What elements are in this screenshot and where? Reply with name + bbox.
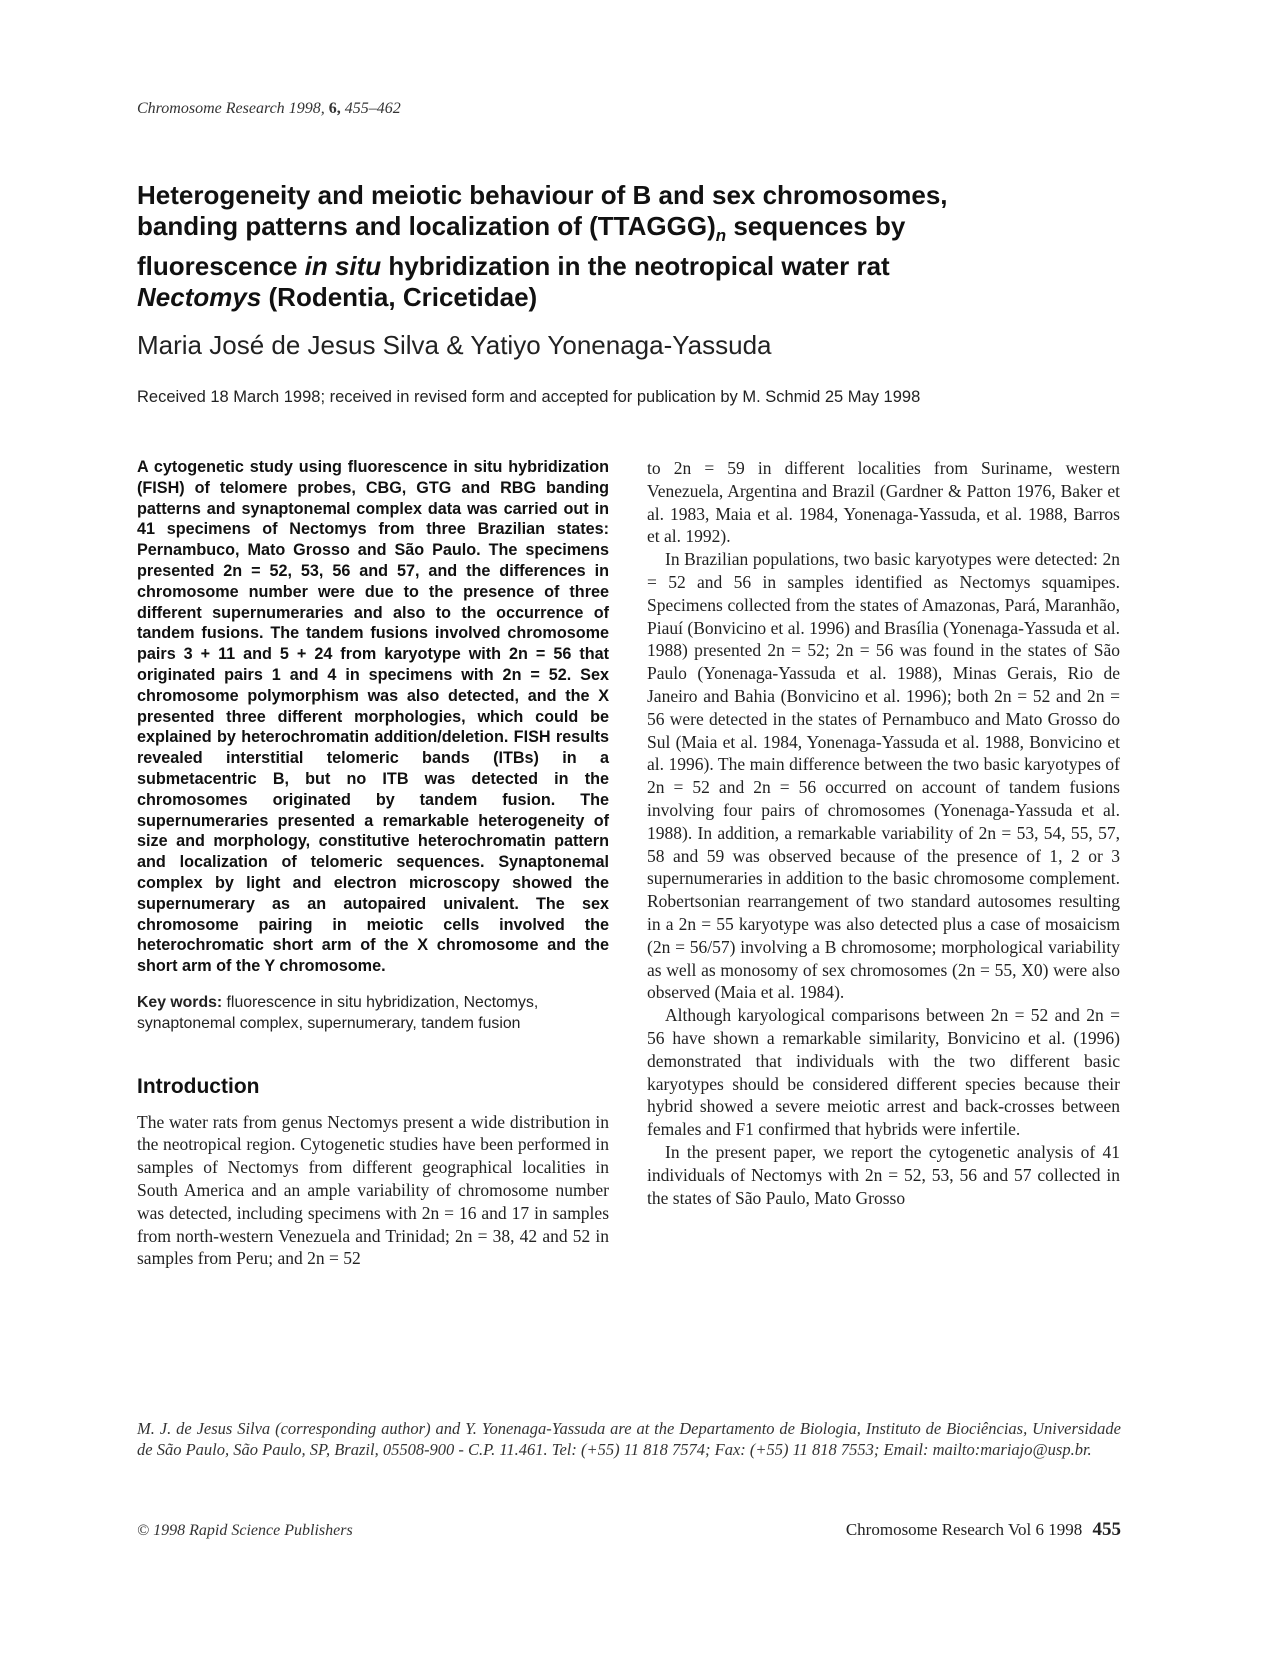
page-footer [846,1519,1121,1541]
received-dates: Received 18 March 1998; received in revised form and accepted for publication by M. Schmid 25 May 1998 [137,388,921,406]
keywords-label: Key words: [137,993,223,1011]
introduction-paragraph-4: In the present paper, we report the cytogenetic analysis of 41 individuals of Nectomys with 2n = 52, 53, 56 and 57 collected in the states of São Paulo, Mato Grosso [647,1141,1120,1208]
left-column [137,457,609,1270]
keywords-text: fluorescence in situ hybridization, Nectomys, synaptonemal complex, supernumerary, tandem fusion [137,993,539,1032]
abstract: A cytogenetic study using fluorescence in situ hybridization (FISH) of telomere probes, CBG, GTG and RBG banding patterns and synaptonemal complex data was carried out in 41 specimens of Nectomys from three Brazilian states: Pernambuco, Mato Grosso and São Paulo. The specimens presented 2n = 52, 53, 56 and 57, and the differences in chromosome number were due to the presence of three different supernumeraries and also to the occurrence of tandem fusions. The tandem fusions involved chromosome pairs 3 + 11 and 5 + 24 from karyotype with 2n = 56 that originated pairs 1 and 4 in specimens with 2n = 52. Sex chromosome polymorphism was also detected, and the X presented three different morphologies, which could be explained by heterochromatin addition/deletion. FISH results revealed interstitial telomeric bands (ITBs) in a submetacentric B, but no ITB was detected in the chromosomes originated by tandem fusion. The supernumeraries presented a remarkable heterogeneity of size and morphology, constitutive heterochromatin pattern and localization of telomeric sequences. Synaptonemal complex by light and electron microscopy showed the supernumerary as an autopaired univalent. The sex chromosome pairing in meiotic cells involved the heterochromatic short arm of the X chromosome and the short arm of the Y chromosome. [137,458,609,976]
article-title [137,180,1137,313]
author-affiliation-footnote: M. J. de Jesus Silva (corresponding author) and Y. Yonenaga-Yassuda are at the Departamento de Biologia, Instituto de Biociências, Universidade de São Paulo, São Paulo, SP, Brazil, 05508-900 - C.P. 11.461. Tel: (+55) 11 818 7574; Fax: (+55) 11 818 7553; Email: mailto:mariajo@usp.br. [137,1419,1121,1459]
journal-volume: 6, [328,100,341,117]
running-head [137,100,401,118]
page-number: 455 [1092,1519,1121,1540]
title-line-1: Heterogeneity and meiotic behaviour of B and sex chromosomes, [137,180,948,210]
right-column [647,457,1120,1209]
footer-journal-info: Chromosome Research Vol 6 1998 [845,1520,1083,1539]
keywords [137,993,609,1035]
title-line-3: fluorescence in situ hybridization in the neotropical water rat [137,251,890,282]
introduction-paragraph-2: In Brazilian populations, two basic karyotypes were detected: 2n = 52 and 56 in samples identified as Nectomys squamipes. Specimens collected from the states of Amazonas, Pará, Maranhão, Piauí (Bonvicino et al. 1996) and Brasília (Yonenaga-Yassuda et al. 1988) presented 2n = 52; 2n = 56 was found in the states of São Paulo (Yonenaga-Yassuda et al. 1988), Minas Gerais, Rio de Janeiro and Bahia (Bonvicino et al. 1996); both 2n = 52 and 2n = 56 were detected in the states of Pernambuco and Mato Grosso do Sul (Maia et al. 1984, Yonenaga-Yassuda et al. 1988, Bonvicino et al. 1996). The main difference between the two basic karyotypes of 2n = 52 and 2n = 56 occurred on account of tandem fusions involving four pairs of chromosomes (Yonenaga-Yassuda et al. 1988). In addition, a remarkable variability of 2n = 53, 54, 55, 57, 58 and 59 was observed because of the presence of 1, 2 or 3 supernumeraries in addition to the basic chromosome complement. Robertsonian rearrangement of two standard autosomes resulting in a 2n = 55 karyotype was also detected plus a case of mosaicism (2n = 56/57) involving a B chromosome; morphological variability as well as monosomy of sex chromosomes (2n = 55, X0) were also observed (Maia et al. 1984). [647,549,1120,1003]
introduction-heading: Introduction [137,1074,260,1098]
introduction-paragraph-3: Although karyological comparisons between 2n = 52 and 2n = 56 have shown a remarkable similarity, Bonvicino et al. (1996) demonstrated that individuals with the two different basic karyotypes should be considered different species because their hybrid showed a severe meiotic arrest and back-crosses between females and F1 confirmed that hybrids were infertile. [647,1005,1120,1140]
journal-pages: 455–462 [344,100,401,117]
authors: Maria José de Jesus Silva & Yatiyo Yonenaga-Yassuda [137,330,772,360]
title-line-4: Nectomys (Rodentia, Cricetidae) [137,282,538,313]
journal-year: 1998, [288,100,325,117]
introduction-paragraph-1: The water rats from genus Nectomys present a wide distribution in the neotropical region. Cytogenetic studies have been performed in samples of Nectomys from different geographical localities in South America and an ample variability of chromosome number was detected, including specimens with 2n = 16 and 17 in samples from north-western Venezuela and Trinidad; 2n = 38, 42 and 52 in samples from Peru; and 2n = 52 [137,1111,609,1269]
title-line-2: banding patterns and localization of $(TTAGGG)_n$ sequences by [137,211,906,246]
introduction-paragraph-1-continued: to 2n = 59 in different localities from Suriname, western Venezuela, Argentina and Brazil (Gardner & Patton 1976, Baker et al. 1983, Maia et al. 1984, Yonenaga-Yassuda, et al. 1988, Barros et al. 1992). [647,458,1120,547]
journal-name: Chromosome Research [137,100,285,117]
copyright-notice: © 1998 Rapid Science Publishers [137,1522,353,1539]
